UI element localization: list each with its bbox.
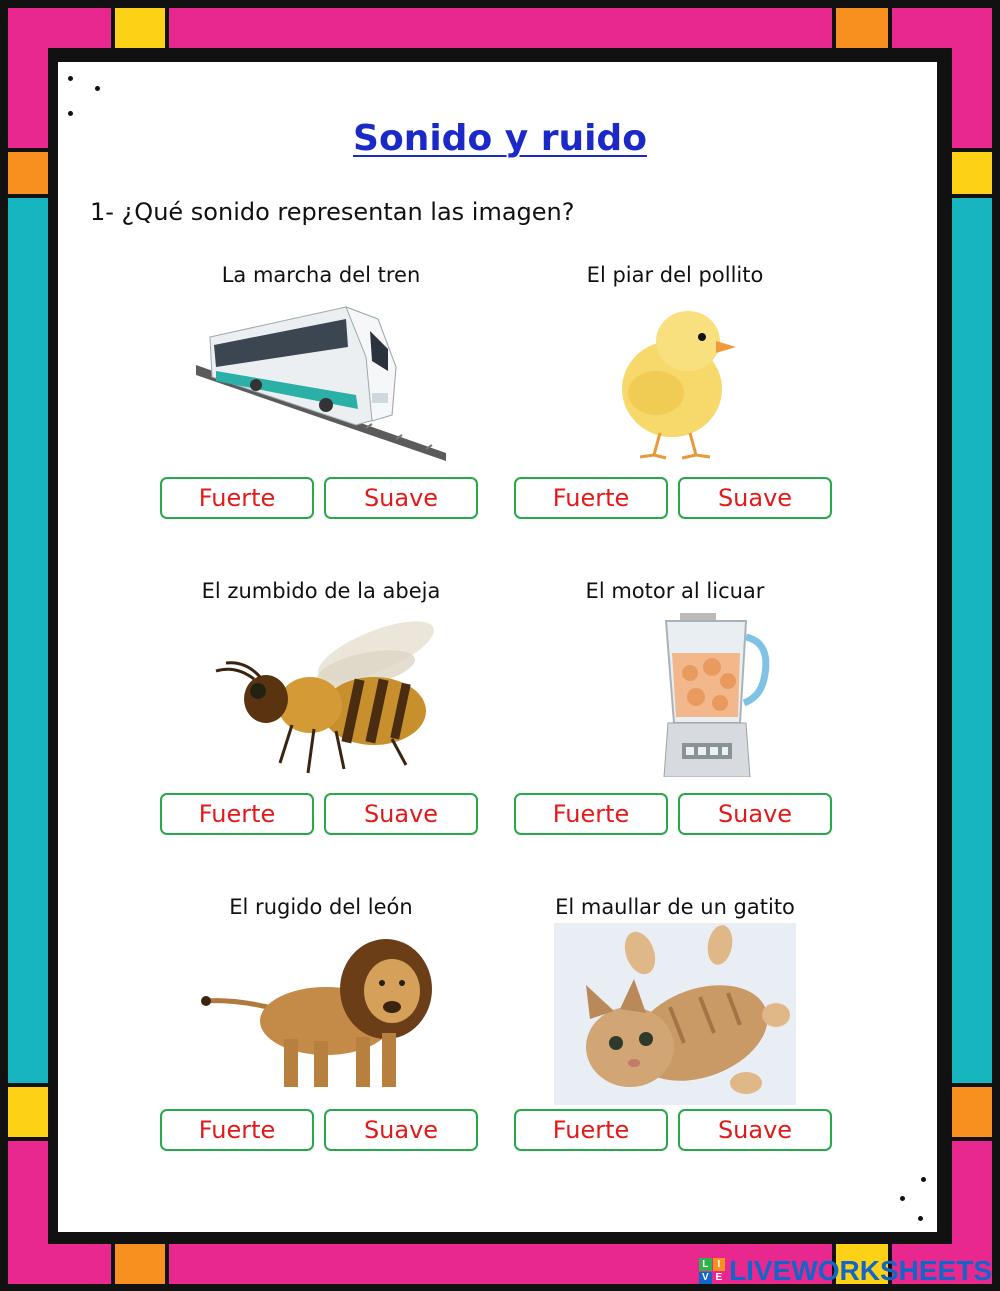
bee-icon — [196, 613, 446, 777]
suave-button[interactable]: Suave — [678, 477, 832, 519]
kitten-icon — [550, 923, 800, 1105]
fuerte-button[interactable]: Fuerte — [160, 793, 314, 835]
decor-dot — [68, 76, 73, 81]
decor-dot — [68, 111, 73, 116]
fuerte-button[interactable]: Fuerte — [514, 477, 668, 519]
liveworksheets-logo: L I V E — [699, 1258, 725, 1284]
suave-button[interactable]: Suave — [324, 793, 478, 835]
fuerte-button[interactable]: Fuerte — [160, 1109, 314, 1151]
fuerte-button[interactable]: Fuerte — [514, 1109, 668, 1151]
chick-icon — [550, 297, 800, 461]
suave-button[interactable]: Suave — [324, 1109, 478, 1151]
blender-icon — [550, 613, 800, 777]
suave-button[interactable]: Suave — [678, 793, 832, 835]
item-label: El piar del pollito — [586, 263, 764, 287]
item-label: El motor al licuar — [585, 579, 765, 603]
liveworksheets-text: LIVEWORKSHEETS — [729, 1255, 992, 1286]
question-text: 1- ¿Qué sonido representan las imagen? — [90, 198, 575, 226]
suave-button[interactable]: Suave — [678, 1109, 832, 1151]
page-title: Sonido y ruido — [353, 118, 647, 159]
train-icon — [196, 297, 446, 461]
liveworksheets-brand — [699, 1255, 992, 1287]
decor-dot — [95, 86, 100, 91]
item-label: El rugido del león — [229, 895, 413, 919]
item-label: El maullar de un gatito — [555, 895, 795, 919]
suave-button[interactable]: Suave — [324, 477, 478, 519]
decor-dot — [900, 1196, 905, 1201]
worksheet-sheet — [52, 56, 943, 1238]
fuerte-button[interactable]: Fuerte — [160, 477, 314, 519]
item-label: La marcha del tren — [221, 263, 421, 287]
decor-dot — [918, 1216, 923, 1221]
lion-icon — [196, 929, 446, 1093]
fuerte-button[interactable]: Fuerte — [514, 793, 668, 835]
item-label: El zumbido de la abeja — [201, 579, 441, 603]
decor-dot — [921, 1177, 926, 1182]
